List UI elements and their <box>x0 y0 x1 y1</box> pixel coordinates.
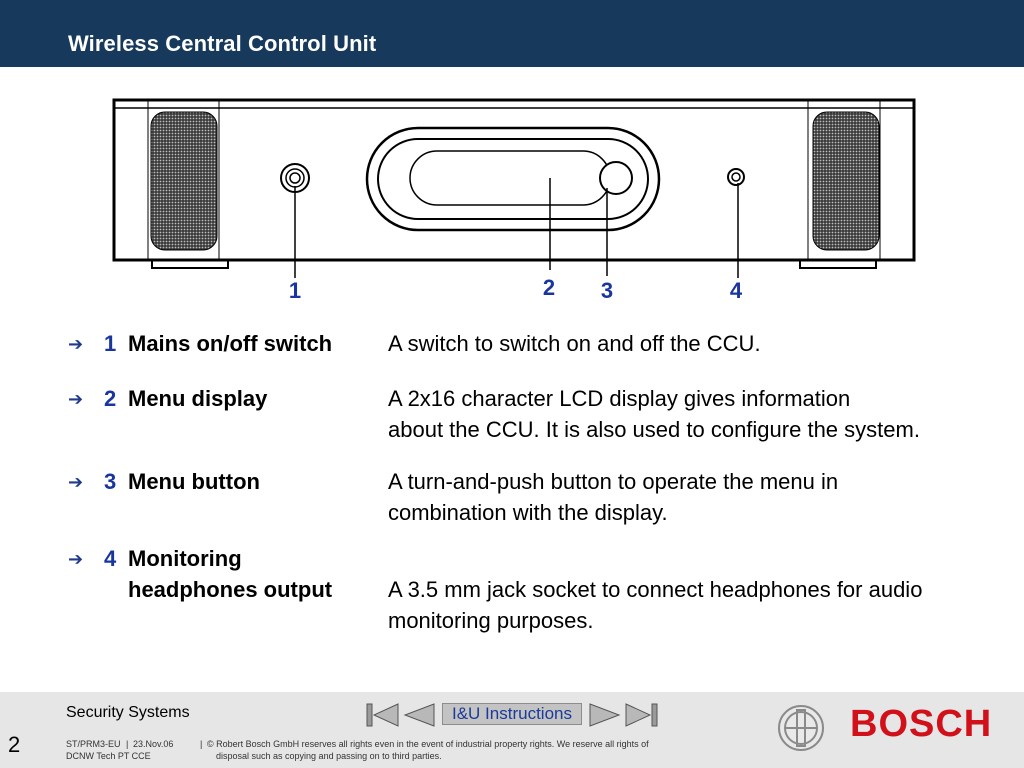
callout-4: 4 <box>729 278 743 303</box>
bosch-brand-logo: BOSCH <box>850 703 993 745</box>
item-description: A 3.5 mm jack socket to connect headphones for audio <box>388 577 923 602</box>
footer-bar <box>0 692 1024 768</box>
doc-id: ST/PRM3-EU <box>66 739 121 749</box>
item-number: 4 <box>104 546 117 571</box>
copyright-line-2: disposal such as copying and passing on to third parties. <box>216 751 442 761</box>
division-name: Security Systems <box>66 704 190 721</box>
item-description: A turn-and-push button to operate the menu in <box>388 469 839 494</box>
item-description-cont: combination with the display. <box>388 500 668 525</box>
last-page-button[interactable] <box>624 702 658 728</box>
item-number: 2 <box>104 386 117 411</box>
item-label: Monitoring <box>128 546 242 571</box>
iu-instructions-link[interactable]: I&U Instructions <box>442 703 582 725</box>
headphone-jack <box>728 169 744 185</box>
callout-1: 1 <box>288 278 302 303</box>
callout-3: 3 <box>600 278 614 303</box>
bullet-arrow-icon: ➔ <box>68 334 84 354</box>
first-page-button[interactable] <box>366 702 400 728</box>
copyright-line-1: © Robert Bosch GmbH reserves all rights even in the event of industrial property rights. We reserve all rights of <box>207 739 649 749</box>
previous-page-button[interactable] <box>402 702 436 728</box>
slide-title: Wireless Central Control Unit <box>68 31 377 56</box>
bullet-arrow-icon: ➔ <box>68 472 84 492</box>
item-description-cont: about the CCU. It is also used to configure the system. <box>388 417 920 442</box>
item-label-cont: headphones output <box>128 577 333 602</box>
item-description: A switch to switch on and off the CCU. <box>388 331 761 356</box>
callout-2: 2 <box>542 275 556 300</box>
separator: | <box>200 739 203 749</box>
doc-date: 23.Nov.06 <box>133 739 174 749</box>
item-number: 3 <box>104 469 117 494</box>
ccu-front-panel-diagram <box>0 0 1024 320</box>
bosch-armature-logo-icon <box>777 704 825 752</box>
menu-knob <box>600 162 632 194</box>
item-number: 1 <box>104 331 117 356</box>
department: DCNW Tech PT CCE <box>66 751 151 761</box>
bullet-arrow-icon: ➔ <box>68 389 84 409</box>
item-label: Mains on/off switch <box>128 331 333 356</box>
item-description: A 2x16 character LCD display gives information <box>388 386 851 411</box>
bullet-arrow-icon: ➔ <box>68 549 84 569</box>
item-label: Menu button <box>128 469 260 494</box>
item-label: Menu display <box>128 386 268 411</box>
item-description-cont: monitoring purposes. <box>388 608 594 633</box>
separator: | <box>126 739 129 749</box>
right-speaker-grille <box>813 112 879 250</box>
page-number: 2 <box>8 732 21 757</box>
next-page-button[interactable] <box>588 702 622 728</box>
left-speaker-grille <box>151 112 217 250</box>
